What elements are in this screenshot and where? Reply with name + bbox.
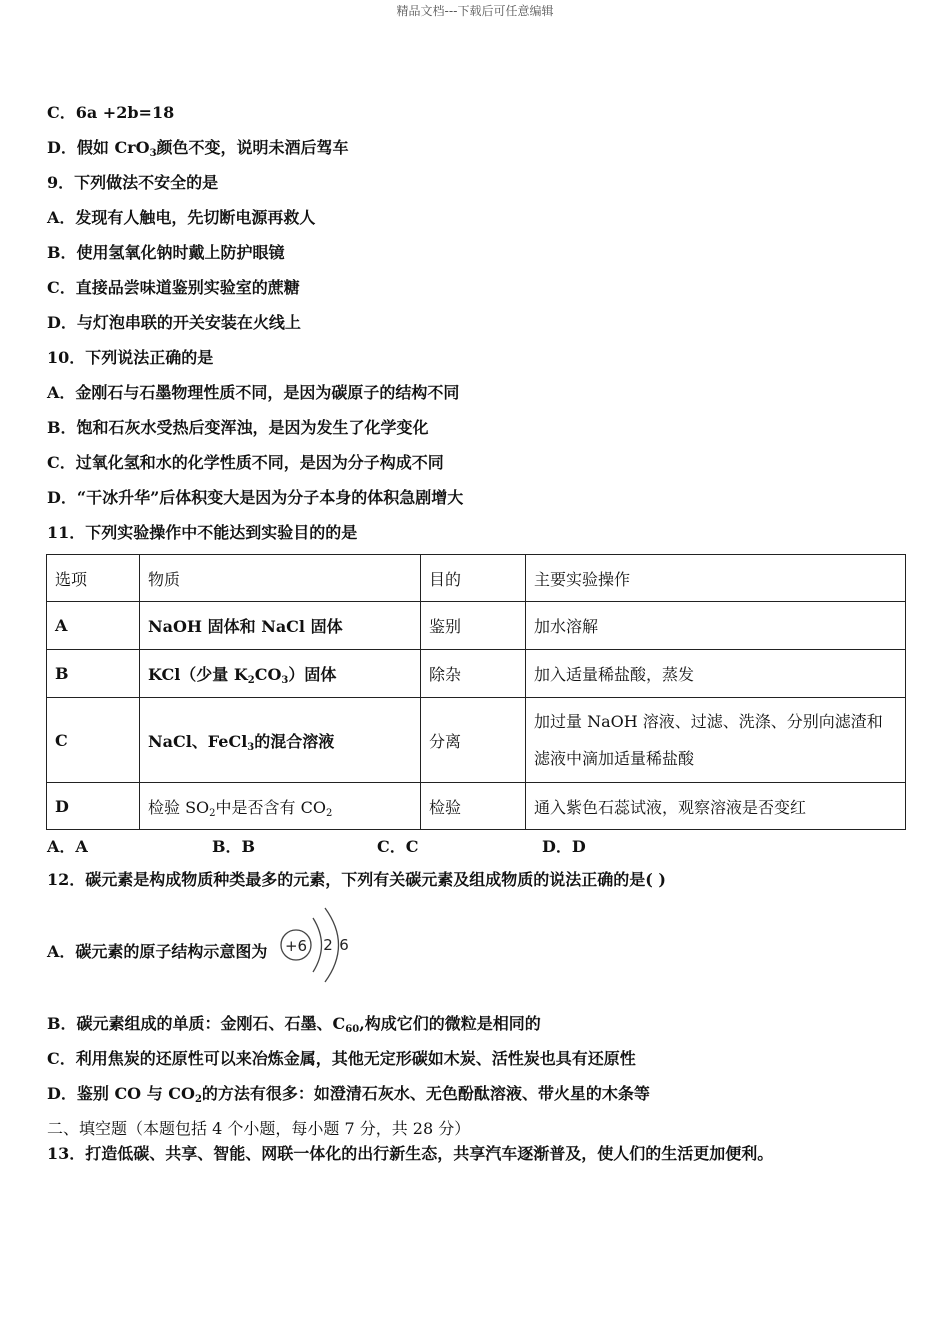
table-cell-option: C [47,698,140,783]
q9-option-d: D．与灯泡串联的开关安装在火线上 [47,313,301,332]
q13-stem: 13．打造低碳、共享、智能、网联一体化的出行新生态，共享汽车逐渐普及，使人们的生活更加便利。 [47,1144,774,1163]
q11-option-a: A．A [47,837,88,856]
table-cell-operation: 加过量 NaOH 溶液、过滤、洗涤、分别向滤渣和 滤液中滴加适量稀盐酸 [526,698,906,783]
table-cell-substance: KCl（少量 $K_2CO_3$）固体 [140,650,421,698]
q10-stem: 10．下列说法正确的是 [47,348,214,367]
q12-option-d: D．鉴别 CO 与 $CO_2$的方法有很多：如澄清石灰水、无色酚酞溶液、带火星的木条等 [47,1084,650,1105]
q10-option-b: B．饱和石灰水受热后变浑浊，是因为发生了化学变化 [47,418,429,437]
table-cell-option: D [47,783,140,830]
q10-option-d: D．“干冰升华”后体积变大是因为分子本身的体积急剧增大 [47,488,464,507]
table-cell-aim: 鉴别 [421,602,526,650]
q10-option-a: A．金刚石与石墨物理性质不同，是因为碳原子的结构不同 [47,383,460,402]
nucleus-charge: +6 [284,937,308,955]
experiment-table [46,554,906,830]
table-row [47,602,906,650]
q9-option-b: B．使用氢氧化钠时戴上防护眼镜 [47,243,285,262]
q8-option-d: D．假如 CrO$_3$颜色不变，说明未酒后驾车 [47,138,349,159]
shell-1-electrons: 2 [323,936,333,954]
table-cell-substance: NaCl、FeCl$_3$的混合溶液 [140,698,421,783]
q11-stem: 11．下列实验操作中不能达到实验目的的是 [47,523,358,542]
table-header-cell: 物质 [140,555,421,602]
q11-option-b: B．B [212,837,256,856]
table-cell-substance: NaOH 固体和 NaCl 固体 [140,602,421,650]
table-header-row [47,555,906,602]
q11-option-d: D．D [542,837,586,856]
q12-option-b: B．碳元素组成的单质：金刚石、石墨、$C_{60}$,构成它们的微粒是相同的 [47,1014,541,1035]
q9-option-c: C．直接品尝味道鉴别实验室的蔗糖 [47,278,300,297]
table-cell-substance: 检验 $SO_2$中是否含有 $CO_2$ [140,783,421,830]
section-2-heading: 二、填空题（本题包括 4 个小题，每小题 7 分，共 28 分） [47,1119,471,1138]
atom-structure-diagram [280,900,360,990]
table-cell-operation: 加入适量稀盐酸，蒸发 [526,650,906,698]
table-header-cell: 目的 [421,555,526,602]
table-cell-aim: 除杂 [421,650,526,698]
q12-option-c: C．利用焦炭的还原性可以来冶炼金属，其他无定形碳如木炭、活性炭也具有还原性 [47,1049,636,1068]
table-cell-option: A [47,602,140,650]
q11-option-c: C．C [377,837,419,856]
table-row [47,650,906,698]
q9-option-a: A．发现有人触电，先切断电源再救人 [47,208,316,227]
table-cell-operation: 加水溶解 [526,602,906,650]
page-header: 精品文档---下载后可任意编辑 [396,4,554,18]
q9-stem: 9．下列做法不安全的是 [47,173,219,192]
table-cell-aim: 分离 [421,698,526,783]
q8-option-c: C．6a +2b=18 [47,103,175,122]
table-row [47,698,906,783]
q10-option-c: C．过氧化氢和水的化学性质不同，是因为分子构成不同 [47,453,444,472]
table-header-cell: 主要实验操作 [526,555,906,602]
table-cell-operation: 通入紫色石蕊试液，观察溶液是否变红 [526,783,906,830]
table-cell-aim: 检验 [421,783,526,830]
q12-stem: 12．碳元素是构成物质种类最多的元素，下列有关碳元素及组成物质的说法正确的是( ) [47,870,666,889]
shell-2-electrons: 6 [339,936,349,954]
table-cell-option: B [47,650,140,698]
electron-shell-1 [313,918,322,972]
table-header-cell: 选项 [47,555,140,602]
table-row [47,783,906,830]
q12-option-a: A．碳元素的原子结构示意图为 [47,942,268,961]
